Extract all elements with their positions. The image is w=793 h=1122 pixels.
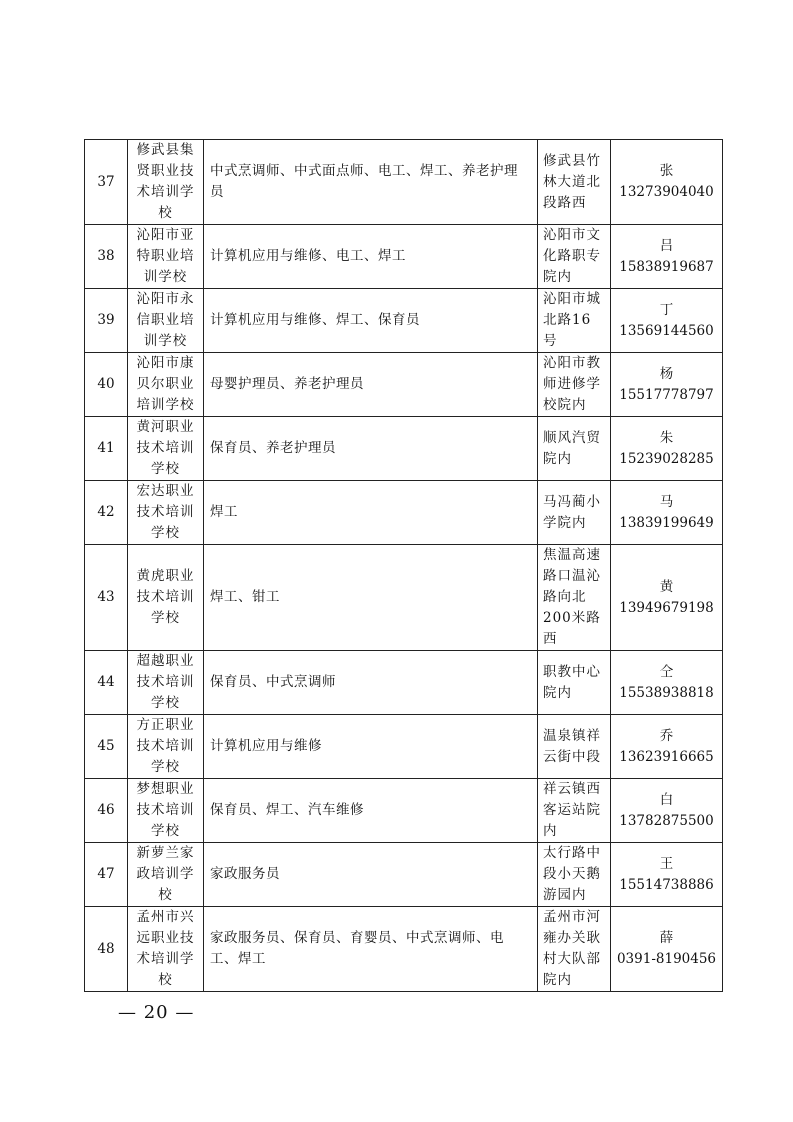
contact-person: 杨 — [659, 365, 674, 382]
contact-person: 马 — [659, 493, 674, 510]
training-trades: 中式烹调师、中式面点师、电工、焊工、养老护理员 — [204, 140, 538, 225]
school-name: 梦想职业技术培训学校 — [128, 779, 204, 843]
school-address: 马冯蔺小学院内 — [538, 481, 611, 545]
training-trades: 母婴护理员、养老护理员 — [204, 353, 538, 417]
contact-phone: 15514738886 — [619, 876, 714, 893]
school-address: 孟州市河雍办关耿村大队部院内 — [538, 907, 611, 992]
school-address: 职教中心院内 — [538, 651, 611, 715]
training-trades: 家政服务员、保育员、育婴员、中式烹调师、电工、焊工 — [204, 907, 538, 992]
row-number: 38 — [85, 225, 128, 289]
school-address: 沁阳市教师进修学校院内 — [538, 353, 611, 417]
school-name: 黄河职业技术培训学校 — [128, 417, 204, 481]
contact-cell — [611, 417, 723, 481]
school-name: 方正职业技术培训学校 — [128, 715, 204, 779]
school-address: 沁阳市文化路职专院内 — [538, 225, 611, 289]
row-number: 43 — [85, 545, 128, 651]
training-trades: 保育员、中式烹调师 — [204, 651, 538, 715]
contact-phone: 15838919687 — [619, 258, 714, 275]
contact-person: 薛 — [659, 930, 674, 946]
row-number: 39 — [85, 289, 128, 353]
contact-phone: 13273904040 — [619, 184, 714, 200]
contact-cell — [611, 289, 723, 353]
row-number: 42 — [85, 481, 128, 545]
row-number: 40 — [85, 353, 128, 417]
training-trades: 计算机应用与维修、焊工、保育员 — [204, 289, 538, 353]
table-row — [85, 907, 723, 992]
contact-cell — [611, 907, 723, 992]
school-name: 沁阳市康贝尔职业培训学校 — [128, 353, 204, 417]
school-address: 修武县竹林大道北段路西 — [538, 140, 611, 225]
school-name: 沁阳市永信职业培训学校 — [128, 289, 204, 353]
table-row — [85, 353, 723, 417]
table-row — [85, 545, 723, 651]
training-trades: 焊工、钳工 — [204, 545, 538, 651]
table-row — [85, 779, 723, 843]
contact-cell — [611, 481, 723, 545]
contact-cell — [611, 353, 723, 417]
page-number: — 20 — — [118, 1002, 195, 1023]
contact-phone: 13569144560 — [619, 322, 714, 339]
row-number: 47 — [85, 843, 128, 907]
school-name: 孟州市兴远职业技术培训学校 — [128, 907, 204, 992]
contact-person: 白 — [659, 791, 674, 808]
contact-person: 黄 — [659, 578, 674, 595]
row-number: 46 — [85, 779, 128, 843]
school-address: 太行路中段小天鹅游园内 — [538, 843, 611, 907]
school-name: 超越职业技术培训学校 — [128, 651, 204, 715]
table-row — [85, 715, 723, 779]
row-number: 44 — [85, 651, 128, 715]
training-trades: 计算机应用与维修、电工、焊工 — [204, 225, 538, 289]
contact-phone: 13782875500 — [619, 812, 714, 829]
training-trades: 计算机应用与维修 — [204, 715, 538, 779]
contact-person: 吕 — [659, 237, 674, 254]
row-number: 37 — [85, 140, 128, 225]
contact-phone: 13949679198 — [619, 599, 714, 616]
table-body — [85, 140, 723, 992]
contact-cell — [611, 140, 723, 225]
training-school-table — [84, 139, 723, 992]
contact-person: 丁 — [659, 301, 674, 318]
table-row — [85, 289, 723, 353]
row-number: 48 — [85, 907, 128, 992]
table-row — [85, 843, 723, 907]
contact-phone: 15517778797 — [619, 386, 714, 403]
training-trades: 保育员、养老护理员 — [204, 417, 538, 481]
table-row — [85, 651, 723, 715]
contact-cell — [611, 225, 723, 289]
table-row — [85, 417, 723, 481]
school-address: 顺风汽贸院内 — [538, 417, 611, 481]
contact-phone: 0391-8190456 — [616, 951, 717, 967]
school-name: 宏达职业技术培训学校 — [128, 481, 204, 545]
school-name: 修武县集贤职业技术培训学校 — [128, 140, 204, 225]
contact-cell — [611, 545, 723, 651]
school-name: 新萝兰家政培训学校 — [128, 843, 204, 907]
training-trades: 家政服务员 — [204, 843, 538, 907]
table-row — [85, 140, 723, 225]
school-address: 沁阳市城北路16号 — [538, 289, 611, 353]
school-address: 祥云镇西客运站院内 — [538, 779, 611, 843]
contact-cell — [611, 715, 723, 779]
contact-cell — [611, 779, 723, 843]
training-trades: 焊工 — [204, 481, 538, 545]
contact-phone: 13623916665 — [619, 748, 714, 765]
contact-cell — [611, 651, 723, 715]
training-trades: 保育员、焊工、汽车维修 — [204, 779, 538, 843]
school-name: 沁阳市亚特职业培训学校 — [128, 225, 204, 289]
row-number: 41 — [85, 417, 128, 481]
school-name: 黄虎职业技术培训学校 — [128, 545, 204, 651]
row-number: 45 — [85, 715, 128, 779]
table-row — [85, 481, 723, 545]
contact-person: 仝 — [659, 663, 674, 680]
table-row — [85, 225, 723, 289]
contact-person: 朱 — [659, 429, 674, 446]
contact-phone: 15538938818 — [619, 684, 714, 701]
contact-phone: 15239028285 — [619, 450, 714, 467]
contact-cell — [611, 843, 723, 907]
contact-person: 张 — [659, 163, 674, 179]
contact-phone: 13839199649 — [619, 514, 714, 531]
school-address: 焦温高速路口温沁路向北200米路西 — [538, 545, 611, 651]
contact-person: 王 — [659, 855, 674, 872]
contact-person: 乔 — [659, 727, 674, 744]
school-address: 温泉镇祥云街中段 — [538, 715, 611, 779]
